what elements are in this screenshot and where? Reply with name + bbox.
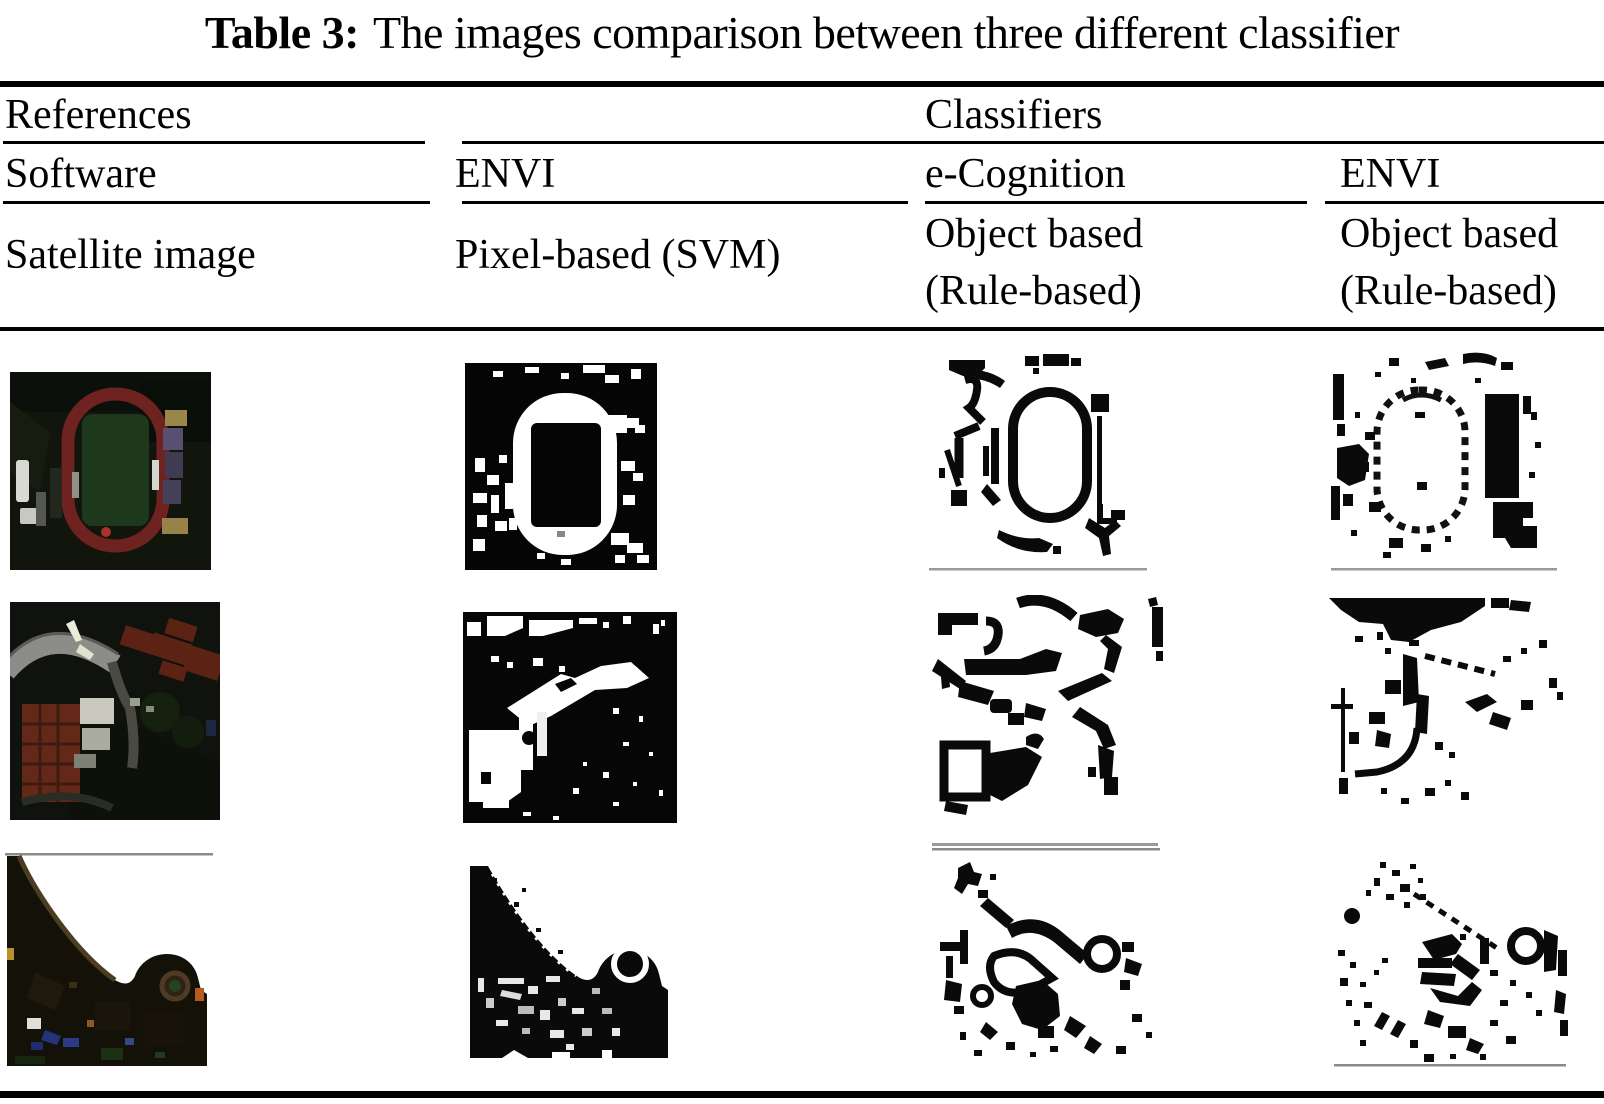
classifiers-underline (462, 141, 1604, 144)
table-caption (0, 6, 1604, 59)
table-caption-text: The images comparison between three different classifier (372, 7, 1400, 58)
table-bottom-rule (0, 1091, 1604, 1098)
header-classifiers: Classifiers (925, 92, 1103, 138)
envi-col4-underline (1325, 201, 1604, 204)
header-bottom-rule (0, 327, 1604, 331)
ecognition-underline (925, 201, 1307, 204)
header-pixel-based: Pixel-based (SVM) (455, 232, 781, 278)
software-underline (3, 201, 430, 204)
stadium-pixel-based-svm-map (465, 363, 657, 570)
campus-ecognition-object-map (930, 595, 1170, 848)
references-underline (3, 141, 425, 144)
header-ecognition: e-Cognition (925, 151, 1126, 197)
campus-envi-object-map (1325, 592, 1565, 827)
header-references: References (5, 92, 192, 138)
coast-satellite-photo (5, 852, 215, 1068)
coast-ecognition-object-map (930, 846, 1163, 1072)
envi-col2-underline (462, 201, 908, 204)
header-object-based-col4-line2: (Rule-based) (1340, 267, 1557, 314)
stadium-satellite-photo (10, 372, 211, 570)
stadium-envi-object-map (1325, 352, 1563, 575)
coast-pixel-based-svm-map (462, 858, 678, 1067)
stadium-ecognition-object-map (925, 350, 1160, 572)
header-envi-col4: ENVI (1340, 151, 1441, 197)
header-object-based-col4-line1: Object based (1340, 211, 1559, 257)
header-object-based-col3-line2: (Rule-based) (925, 267, 1142, 314)
header-software: Software (5, 151, 157, 197)
table-caption-label: Table 3: (204, 7, 359, 58)
campus-satellite-photo (10, 602, 220, 820)
header-object-based-col3 (925, 206, 1143, 319)
table-top-rule (0, 81, 1604, 87)
header-satellite-image: Satellite image (5, 232, 256, 278)
header-object-based-col4 (1340, 206, 1558, 319)
header-object-based-col3-line1: Object based (925, 211, 1144, 257)
coast-envi-object-map (1330, 850, 1570, 1070)
campus-pixel-based-svm-map (463, 612, 677, 823)
header-envi-col2: ENVI (455, 151, 556, 197)
